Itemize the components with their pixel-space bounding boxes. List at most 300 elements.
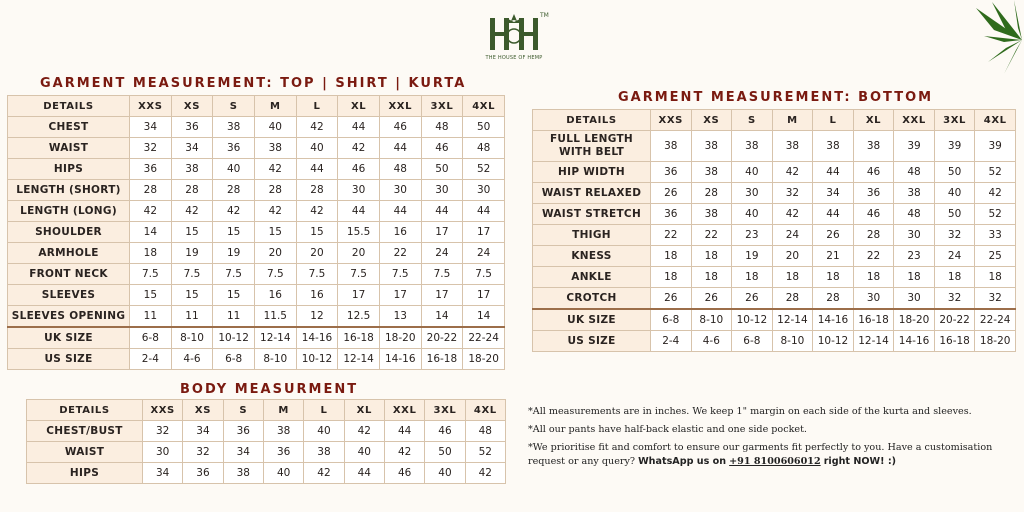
measurement-cell: 12-14 — [772, 309, 813, 331]
row-label: WAIST RELAXED — [533, 183, 651, 204]
row-label: CHEST — [8, 117, 130, 138]
table-row — [533, 288, 1016, 310]
measurement-cell: 15 — [130, 285, 172, 306]
top-table-title: GARMENT MEASUREMENT: TOP | SHIRT | KURTA — [40, 76, 467, 91]
measurement-cell: 28 — [296, 180, 338, 201]
measurement-cell: 10-12 — [813, 331, 854, 352]
measurement-cell: 46 — [338, 159, 380, 180]
table-row — [533, 225, 1016, 246]
measurement-cell: 20-22 — [421, 327, 463, 349]
measurement-cell: 34 — [171, 138, 213, 159]
measurement-cell: 32 — [130, 138, 172, 159]
measurement-cell: 36 — [263, 442, 303, 463]
measurement-cell: 8-10 — [171, 327, 213, 349]
measurement-cell: 18-20 — [379, 327, 421, 349]
measurement-cell: 26 — [651, 183, 692, 204]
measurement-cell: 18 — [772, 267, 813, 288]
measurement-cell: 48 — [465, 421, 505, 442]
measurement-cell: 42 — [296, 201, 338, 222]
measurement-cell: 16 — [296, 285, 338, 306]
measurement-cell: 44 — [384, 421, 424, 442]
measurement-cell: 50 — [934, 162, 975, 183]
measurement-cell: 40 — [263, 463, 303, 484]
measurement-cell: 48 — [421, 117, 463, 138]
measurement-cell: 48 — [379, 159, 421, 180]
measurement-cell: 42 — [130, 201, 172, 222]
table-row — [8, 159, 505, 180]
measurement-cell: 18 — [691, 267, 732, 288]
measurement-cell: 44 — [338, 201, 380, 222]
measurement-cell: 33 — [975, 225, 1016, 246]
measurement-cell: 28 — [691, 183, 732, 204]
measurement-cell: 32 — [975, 288, 1016, 310]
measurement-cell: 42 — [304, 463, 344, 484]
measurement-cell: 14 — [463, 306, 505, 328]
measurement-cell: 17 — [421, 285, 463, 306]
measurement-cell: 16-18 — [338, 327, 380, 349]
row-label: THIGH — [533, 225, 651, 246]
measurement-cell: 18 — [691, 246, 732, 267]
measurement-cell: 17 — [421, 222, 463, 243]
measurement-cell: 44 — [296, 159, 338, 180]
row-label: LENGTH (LONG) — [8, 201, 130, 222]
table-row — [533, 309, 1016, 331]
measurement-cell: 18 — [894, 267, 935, 288]
row-label: ANKLE — [533, 267, 651, 288]
measurement-cell: 40 — [934, 183, 975, 204]
measurement-cell: 12-14 — [853, 331, 894, 352]
header-size: 3XL — [934, 110, 975, 131]
measurement-cell: 10-12 — [732, 309, 773, 331]
table-header-row — [533, 110, 1016, 131]
measurement-cell: 11 — [130, 306, 172, 328]
measurement-cell: 50 — [421, 159, 463, 180]
measurement-cell: 46 — [379, 117, 421, 138]
measurement-cell: 50 — [425, 442, 465, 463]
measurement-cell: 36 — [853, 183, 894, 204]
header-size: XL — [338, 96, 380, 117]
measurement-cell: 40 — [304, 421, 344, 442]
measurement-cell: 2-4 — [651, 331, 692, 352]
header-size: 4XL — [463, 96, 505, 117]
measurement-cell: 7.5 — [254, 264, 296, 285]
table-row — [8, 180, 505, 201]
measurement-cell: 52 — [463, 159, 505, 180]
row-label: WAIST — [8, 138, 130, 159]
measurement-cell: 30 — [338, 180, 380, 201]
measurement-cell: 32 — [143, 421, 183, 442]
measurement-cell: 34 — [813, 183, 854, 204]
row-label: CROTCH — [533, 288, 651, 310]
measurement-cell: 18-20 — [463, 349, 505, 370]
measurement-cell: 16-18 — [421, 349, 463, 370]
body-table-title: BODY MEASURMENT — [180, 382, 359, 397]
header-size: M — [254, 96, 296, 117]
measurement-cell: 30 — [143, 442, 183, 463]
measurement-cell: 36 — [223, 421, 263, 442]
measurement-cell: 6-8 — [651, 309, 692, 331]
measurement-cell: 38 — [894, 183, 935, 204]
measurement-cell: 24 — [421, 243, 463, 264]
measurement-cell: 18 — [853, 267, 894, 288]
header-size: XXS — [651, 110, 692, 131]
table-row — [8, 306, 505, 328]
measurement-cell: 48 — [894, 204, 935, 225]
row-label: UK SIZE — [8, 327, 130, 349]
measurement-cell: 10-12 — [296, 349, 338, 370]
measurement-cell: 34 — [183, 421, 223, 442]
measurement-cell: 22-24 — [463, 327, 505, 349]
trademark-mark: TM — [540, 12, 549, 19]
measurement-cell: 36 — [651, 204, 692, 225]
measurement-cell: 22-24 — [975, 309, 1016, 331]
measurement-cell: 17 — [463, 285, 505, 306]
measurement-cell: 28 — [130, 180, 172, 201]
measurement-cell: 18 — [732, 267, 773, 288]
row-label: FULL LENGTH WITH BELT — [533, 131, 651, 162]
measurement-cell: 38 — [263, 421, 303, 442]
header-size: 4XL — [465, 400, 505, 421]
measurement-cell: 28 — [772, 288, 813, 310]
measurement-cell: 18 — [975, 267, 1016, 288]
measurement-cell: 30 — [732, 183, 773, 204]
header-size: M — [263, 400, 303, 421]
header-size: XXL — [384, 400, 424, 421]
measurement-cell: 15 — [254, 222, 296, 243]
measurement-cell: 42 — [384, 442, 424, 463]
measurement-cell: 7.5 — [379, 264, 421, 285]
measurement-cell: 18 — [651, 246, 692, 267]
measurement-cell: 16 — [254, 285, 296, 306]
measurement-cell: 18 — [130, 243, 172, 264]
measurement-cell: 26 — [732, 288, 773, 310]
measurement-cell: 30 — [894, 225, 935, 246]
measurement-cell: 50 — [934, 204, 975, 225]
measurement-cell: 42 — [254, 201, 296, 222]
measurement-cell: 38 — [223, 463, 263, 484]
table-row — [8, 222, 505, 243]
table-header-row — [8, 96, 505, 117]
measurement-cell: 19 — [213, 243, 255, 264]
measurement-cell: 30 — [421, 180, 463, 201]
table-row — [8, 327, 505, 349]
measurement-cell: 46 — [421, 138, 463, 159]
measurement-cell: 23 — [894, 246, 935, 267]
measurement-cell: 38 — [304, 442, 344, 463]
measurement-cell: 18-20 — [894, 309, 935, 331]
measurement-cell: 15 — [213, 285, 255, 306]
note-customisation — [528, 441, 1008, 469]
row-label: LENGTH (SHORT) — [8, 180, 130, 201]
measurement-cell: 14-16 — [296, 327, 338, 349]
measurement-cell: 6-8 — [130, 327, 172, 349]
measurement-cell: 7.5 — [171, 264, 213, 285]
measurement-cell: 19 — [732, 246, 773, 267]
measurement-cell: 18-20 — [975, 331, 1016, 352]
row-label: WAIST — [27, 442, 143, 463]
measurement-cell: 18 — [813, 267, 854, 288]
measurement-cell: 12.5 — [338, 306, 380, 328]
measurement-cell: 15.5 — [338, 222, 380, 243]
measurement-cell: 4-6 — [171, 349, 213, 370]
measurement-cell: 40 — [425, 463, 465, 484]
table-row — [533, 162, 1016, 183]
measurement-cell: 18 — [934, 267, 975, 288]
table-row — [533, 131, 1016, 162]
logo-text: THE HOUSE OF HEMP — [485, 55, 543, 61]
header-size: L — [296, 96, 338, 117]
measurement-cell: 25 — [975, 246, 1016, 267]
measurement-cell: 36 — [183, 463, 223, 484]
measurement-cell: 6-8 — [732, 331, 773, 352]
header-size: XS — [183, 400, 223, 421]
measurement-cell: 14-16 — [379, 349, 421, 370]
measurement-cell: 36 — [213, 138, 255, 159]
measurement-cell: 42 — [171, 201, 213, 222]
measurement-cell: 24 — [934, 246, 975, 267]
header-size: XXL — [894, 110, 935, 131]
measurement-cell: 7.5 — [213, 264, 255, 285]
measurement-cell: 12-14 — [338, 349, 380, 370]
header-details: DETAILS — [8, 96, 130, 117]
header-size: XXS — [130, 96, 172, 117]
row-label: CHEST/BUST — [27, 421, 143, 442]
row-label: UK SIZE — [533, 309, 651, 331]
top-measurement-table — [7, 95, 505, 370]
measurement-cell: 14 — [421, 306, 463, 328]
measurement-cell: 26 — [651, 288, 692, 310]
header-size: XXL — [379, 96, 421, 117]
measurement-cell: 36 — [171, 117, 213, 138]
measurement-cell: 30 — [853, 288, 894, 310]
measurement-cell: 40 — [254, 117, 296, 138]
measurement-cell: 30 — [894, 288, 935, 310]
measurement-cell: 7.5 — [338, 264, 380, 285]
measurement-cell: 32 — [772, 183, 813, 204]
measurement-cell: 32 — [183, 442, 223, 463]
measurement-cell: 21 — [813, 246, 854, 267]
measurement-cell: 38 — [732, 131, 773, 162]
measurement-cell: 42 — [338, 138, 380, 159]
table-row — [8, 201, 505, 222]
row-label: SHOULDER — [8, 222, 130, 243]
header-size: S — [223, 400, 263, 421]
header-size: XS — [171, 96, 213, 117]
measurement-cell: 22 — [651, 225, 692, 246]
header-size: 4XL — [975, 110, 1016, 131]
table-row — [8, 243, 505, 264]
measurement-cell: 42 — [213, 201, 255, 222]
header-size: 3XL — [421, 96, 463, 117]
measurement-cell: 44 — [813, 204, 854, 225]
measurement-cell: 22 — [379, 243, 421, 264]
measurement-cell: 46 — [853, 204, 894, 225]
measurement-cell: 15 — [171, 222, 213, 243]
measurement-cell: 16-18 — [853, 309, 894, 331]
hemp-leaf-icon — [974, 0, 1024, 80]
table-header-row — [27, 400, 506, 421]
header-size: XL — [853, 110, 894, 131]
measurement-cell: 32 — [934, 225, 975, 246]
measurement-cell: 44 — [344, 463, 384, 484]
measurement-cell: 30 — [379, 180, 421, 201]
measurement-cell: 42 — [975, 183, 1016, 204]
measurement-cell: 34 — [130, 117, 172, 138]
row-label: SLEEVES OPENING — [8, 306, 130, 328]
row-label: FRONT NECK — [8, 264, 130, 285]
measurement-cell: 23 — [732, 225, 773, 246]
measurement-cell: 11.5 — [254, 306, 296, 328]
measurement-cell: 42 — [254, 159, 296, 180]
row-label: US SIZE — [533, 331, 651, 352]
note-customisation-text: *We prioritise fit and comfort to ensure our garments fit perfectly to you. Have a customisation request or any query? — [528, 442, 993, 467]
measurement-cell: 12 — [296, 306, 338, 328]
table-row — [27, 421, 506, 442]
measurement-cell: 20 — [338, 243, 380, 264]
measurement-cell: 17 — [379, 285, 421, 306]
measurement-cell: 2-4 — [130, 349, 172, 370]
table-row — [8, 285, 505, 306]
measurement-cell: 26 — [813, 225, 854, 246]
measurement-cell: 24 — [463, 243, 505, 264]
table-row — [533, 246, 1016, 267]
measurement-cell: 44 — [813, 162, 854, 183]
measurement-cell: 22 — [691, 225, 732, 246]
measurement-cell: 38 — [691, 204, 732, 225]
table-row — [27, 463, 506, 484]
measurement-cell: 39 — [975, 131, 1016, 162]
measurement-cell: 52 — [975, 162, 1016, 183]
row-label: KNESS — [533, 246, 651, 267]
header-details: DETAILS — [533, 110, 651, 131]
measurement-cell: 46 — [853, 162, 894, 183]
measurement-cell: 8-10 — [691, 309, 732, 331]
measurement-cell: 18 — [651, 267, 692, 288]
hemp-house-logo-icon — [486, 12, 542, 54]
table-row — [533, 183, 1016, 204]
measurement-cell: 28 — [813, 288, 854, 310]
row-label: WAIST STRETCH — [533, 204, 651, 225]
measurement-cell: 38 — [171, 159, 213, 180]
measurement-cell: 46 — [425, 421, 465, 442]
measurement-cell: 44 — [379, 138, 421, 159]
header-size: L — [813, 110, 854, 131]
measurement-cell: 14-16 — [813, 309, 854, 331]
measurement-cell: 40 — [296, 138, 338, 159]
measurement-cell: 42 — [465, 463, 505, 484]
measurement-cell: 42 — [344, 421, 384, 442]
measurement-cell: 7.5 — [296, 264, 338, 285]
measurement-cell: 44 — [463, 201, 505, 222]
measurement-cell: 17 — [338, 285, 380, 306]
measurement-cell: 36 — [651, 162, 692, 183]
measurement-cell: 20 — [772, 246, 813, 267]
measurement-cell: 20 — [254, 243, 296, 264]
row-label: HIPS — [27, 463, 143, 484]
measurement-cell: 19 — [171, 243, 213, 264]
measurement-cell: 15 — [171, 285, 213, 306]
measurement-cell: 34 — [223, 442, 263, 463]
measurement-cell: 46 — [384, 463, 424, 484]
measurement-cell: 38 — [691, 131, 732, 162]
measurement-cell: 39 — [894, 131, 935, 162]
header-size: L — [304, 400, 344, 421]
table-row — [533, 331, 1016, 352]
brand-logo — [484, 12, 549, 68]
measurement-cell: 34 — [143, 463, 183, 484]
measurement-cell: 16 — [379, 222, 421, 243]
measurement-cell: 40 — [732, 204, 773, 225]
measurement-cell: 38 — [853, 131, 894, 162]
header-size: XXS — [143, 400, 183, 421]
note-pants: *All our pants have half-back elastic and one side pocket. — [528, 424, 807, 435]
measurement-cell: 15 — [213, 222, 255, 243]
measurement-cell: 13 — [379, 306, 421, 328]
measurement-cell: 17 — [463, 222, 505, 243]
notes-section — [528, 405, 1008, 473]
measurement-cell: 11 — [171, 306, 213, 328]
header-size: S — [732, 110, 773, 131]
row-label: HIP WIDTH — [533, 162, 651, 183]
measurement-cell: 40 — [213, 159, 255, 180]
measurement-cell: 10-12 — [213, 327, 255, 349]
measurement-cell: 38 — [772, 131, 813, 162]
measurement-cell: 14 — [130, 222, 172, 243]
row-label: SLEEVES — [8, 285, 130, 306]
measurement-cell: 24 — [772, 225, 813, 246]
measurement-cell: 40 — [344, 442, 384, 463]
measurement-cell: 39 — [934, 131, 975, 162]
note-measurements: *All measurements are in inches. We keep 1" margin on each side of the kurta and sleeves. — [528, 406, 972, 417]
measurement-cell: 38 — [813, 131, 854, 162]
table-row — [27, 442, 506, 463]
measurement-cell: 16-18 — [934, 331, 975, 352]
measurement-cell: 38 — [213, 117, 255, 138]
measurement-cell: 15 — [296, 222, 338, 243]
measurement-cell: 7.5 — [130, 264, 172, 285]
body-measurement-table — [26, 399, 506, 484]
measurement-cell: 38 — [254, 138, 296, 159]
measurement-cell: 32 — [934, 288, 975, 310]
measurement-cell: 28 — [171, 180, 213, 201]
header-size: S — [213, 96, 255, 117]
measurement-cell: 22 — [853, 246, 894, 267]
measurement-cell: 42 — [296, 117, 338, 138]
measurement-cell: 44 — [421, 201, 463, 222]
table-row — [8, 264, 505, 285]
measurement-cell: 44 — [379, 201, 421, 222]
measurement-cell: 52 — [465, 442, 505, 463]
measurement-cell: 4-6 — [691, 331, 732, 352]
measurement-cell: 38 — [651, 131, 692, 162]
header-details: DETAILS — [27, 400, 143, 421]
measurement-cell: 11 — [213, 306, 255, 328]
measurement-cell: 48 — [463, 138, 505, 159]
measurement-cell: 7.5 — [463, 264, 505, 285]
bottom-measurement-table — [532, 109, 1016, 352]
header-size: XS — [691, 110, 732, 131]
measurement-cell: 28 — [213, 180, 255, 201]
row-label: US SIZE — [8, 349, 130, 370]
row-label: HIPS — [8, 159, 130, 180]
measurement-cell: 48 — [894, 162, 935, 183]
measurement-cell: 30 — [463, 180, 505, 201]
measurement-cell: 20 — [296, 243, 338, 264]
measurement-cell: 12-14 — [254, 327, 296, 349]
measurement-cell: 6-8 — [213, 349, 255, 370]
whatsapp-phone-link[interactable]: +91 8100606012 — [729, 456, 821, 467]
row-label: ARMHOLE — [8, 243, 130, 264]
